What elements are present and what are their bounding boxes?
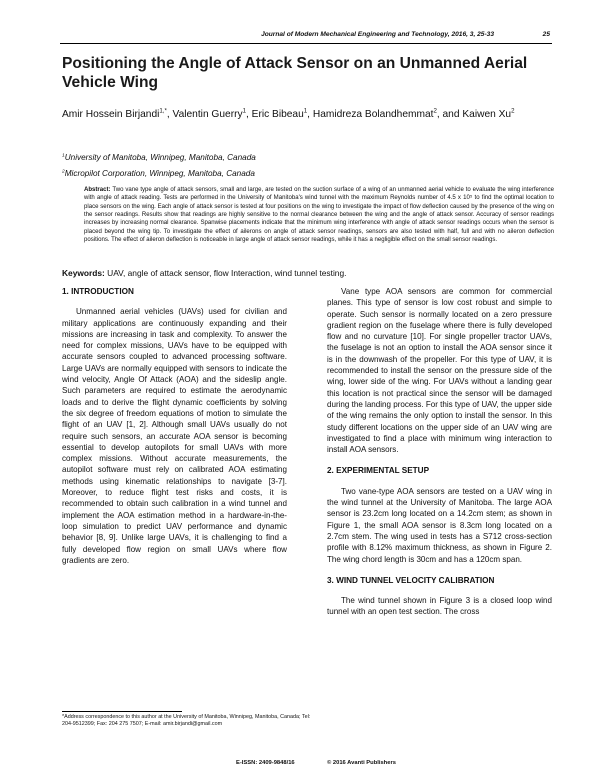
author-2-affil: 1: [242, 107, 246, 115]
affiliation-1-num: 1: [62, 153, 65, 159]
affiliation-2: [62, 169, 255, 178]
section-3-heading: 3. WIND TUNNEL VELOCITY CALIBRATION: [327, 575, 495, 585]
author-and: , and: [436, 109, 460, 120]
author-sep: ,: [245, 109, 252, 120]
author-sep: ,: [307, 109, 313, 120]
affiliation-2-text: Micropilot Corporation, Winnipeg, Manitoba, Canada: [64, 169, 255, 178]
eissn: E-ISSN: 2409-9848/16: [236, 760, 295, 766]
affiliation-2-num: 2: [62, 169, 65, 175]
section-2-heading: 2. EXPERIMENTAL SETUP: [327, 466, 430, 476]
abstract: [84, 186, 554, 244]
copyright: © 2016 Avanti Publishers: [327, 760, 396, 766]
correspondence-footnote: *Address correspondence to this author at the University of Manitoba, Winnipeg, Manitoba, Canada; Tel: 204-9512399; Fax: 204 275 7507; E-mail: amir.birjandi@gmail.com: [62, 714, 311, 728]
affiliation-1-text: University of Manitoba, Winnipeg, Manitoba, Canada: [64, 153, 256, 162]
left-column: [62, 286, 287, 566]
paper-title: Positioning the Angle of Attack Sensor on an Unmanned Aerial Vehicle Wing: [62, 55, 528, 91]
header-rule: [60, 43, 552, 44]
affiliation-1: [62, 153, 256, 162]
right-column: [327, 286, 552, 618]
section-1-paragraph-2: Vane type AOA sensors are common for commercial planes. This type of sensor is low cost robust and simple to operate. Such sensor is normally located on a zero pressure gradient region on the fuselage where there is fully developed flow and no curvature [10]. For single propeller tractor UAVs, the fuselage is not an option to install the AOA sensor since it is in the downwash of the propeller. For this type of UAV, it is recommended to install the sensor on the pressure side of the wing, lower side of the wing. For UAVs without a landing gear this location is not practical since the sensor will be damaged during the landing process. For this type of UAV, the upper side of the wing remains the only option to install the sensor. In this study different locations on the upper side of an UAV wing are investigated to find a place with minimum wing interaction to install AOA sensors.: [327, 287, 552, 455]
author-list: [62, 108, 552, 122]
section-3-paragraph-1: The wind tunnel shown in Figure 3 is a closed loop wind tunnel with an open test section. The cross: [327, 596, 552, 617]
author-3: Eric Bibeau: [251, 109, 304, 120]
author-5-affil: 2: [511, 107, 515, 115]
author-3-affil: 1: [303, 107, 308, 115]
section-1-heading: 1. INTRODUCTION: [62, 287, 134, 296]
author-5: Kaiwen Xu: [462, 109, 512, 120]
footnote-rule: [62, 711, 182, 712]
author-sep: ,: [166, 109, 173, 120]
author-4-affil: 2: [433, 107, 437, 115]
abstract-text: Two vane type angle of attack sensors, small and large, are tested on the suction surface of a wing of an unmanned aerial vehicle to evaluate the wing interference with angle of attack reading. Tests are performed in the University of Manitoba's wind tunnel with the maximum Reynolds number of 4.5 x 10⁵ to find the optimal location to place sensors on the wing. Each angle of attack sensor is tested at four positions on the wing to investigate the impact of flow deflection caused by the presence of the wing on the sensor readings. Results show that readings are highly sensitive to the normal clearance between the wing and the angle of attack sensor. Accuracy of sensor readings increases by increasing normal clearance. Spanwise placements indicate that the minimum wing interference with angle of attack sensor readings occurs when the sensor is placed beyond the wing tip. To investigate the effect of ailerons on angle of attack sensor readings, sensors are also tested with half, full and with no aileron deflection positions. The effect of aileron deflection is noticeable in large angle of attack sensor readings, while it has a negligible effect on the small sensor readings.: [84, 187, 554, 244]
keywords-text: UAV, angle of attack sensor, flow Interaction, wind tunnel testing.: [107, 268, 347, 278]
section-1-paragraph-1: Unmanned aerial vehicles (UAVs) used for civilian and military applications are continuously expanding and their missions are increasing in task and complexity. To answer the need for complex missions, UAVs have to be equipped with accurate sensors coupled to advanced processing software. Large UAVs are normally equipped with sensors to indicate the wind velocity, Angle Of Attack (AOA) and the sideslip angle. Such parameters are required to estimate the aerodynamic loads and to derive the flight dynamic coefficients by solving the six degree of freedom equations of motion to simulate the flight of an UAV [1, 2]. Although small UAVs usually do not require such sensors, an accurate AOA sensor is becoming essential to develop autopilots for small UAVs with more complex missions. Without accurate measurements, the autopilot software must rely on calibrated AOA estimating methods using kinematic relationships to navigate [3-7]. Moreover, to reduce flight test risks and costs, it is recommended to obtain such calibration in a wind tunnel and implement the AOA estimation method in a hardware-in-the-loop simulation to predict UAV performance and dynamic behavior [8, 9]. Unlike large UAVs, it is challenging to find a fully developed flow region on small UAVs where flow gradients are zero.: [62, 307, 287, 565]
author-4: Hamidreza Bolandhemmat: [312, 109, 434, 120]
page-number: 25: [542, 31, 550, 38]
journal-citation: Journal of Modern Mechanical Engineering and Technology, 2016, 3, 25-33: [261, 31, 494, 38]
abstract-label: Abstract:: [84, 187, 111, 193]
author-1-affil: 1,*: [159, 107, 167, 115]
section-2-paragraph-1: Two vane-type AOA sensors are tested on a UAV wing in the wind tunnel at the University of Manitoba. The large AOA sensor is 23.2cm long located on a 14.2cm stem; as shown in Figure 1, the small AOA sensor is 8.3cm long located on a 2.7cm stem. The wing used in tests has a S712 cross-section profile with 8.12% maximum thickness, as shown in Figure 2. The wing chord length is 30cm and has a 120cm span.: [327, 486, 552, 564]
keywords-label: Keywords:: [62, 268, 105, 278]
keywords: [62, 268, 346, 278]
author-1: Amir Hossein Birjandi: [62, 109, 160, 120]
author-2: Valentin Guerry: [172, 109, 243, 120]
